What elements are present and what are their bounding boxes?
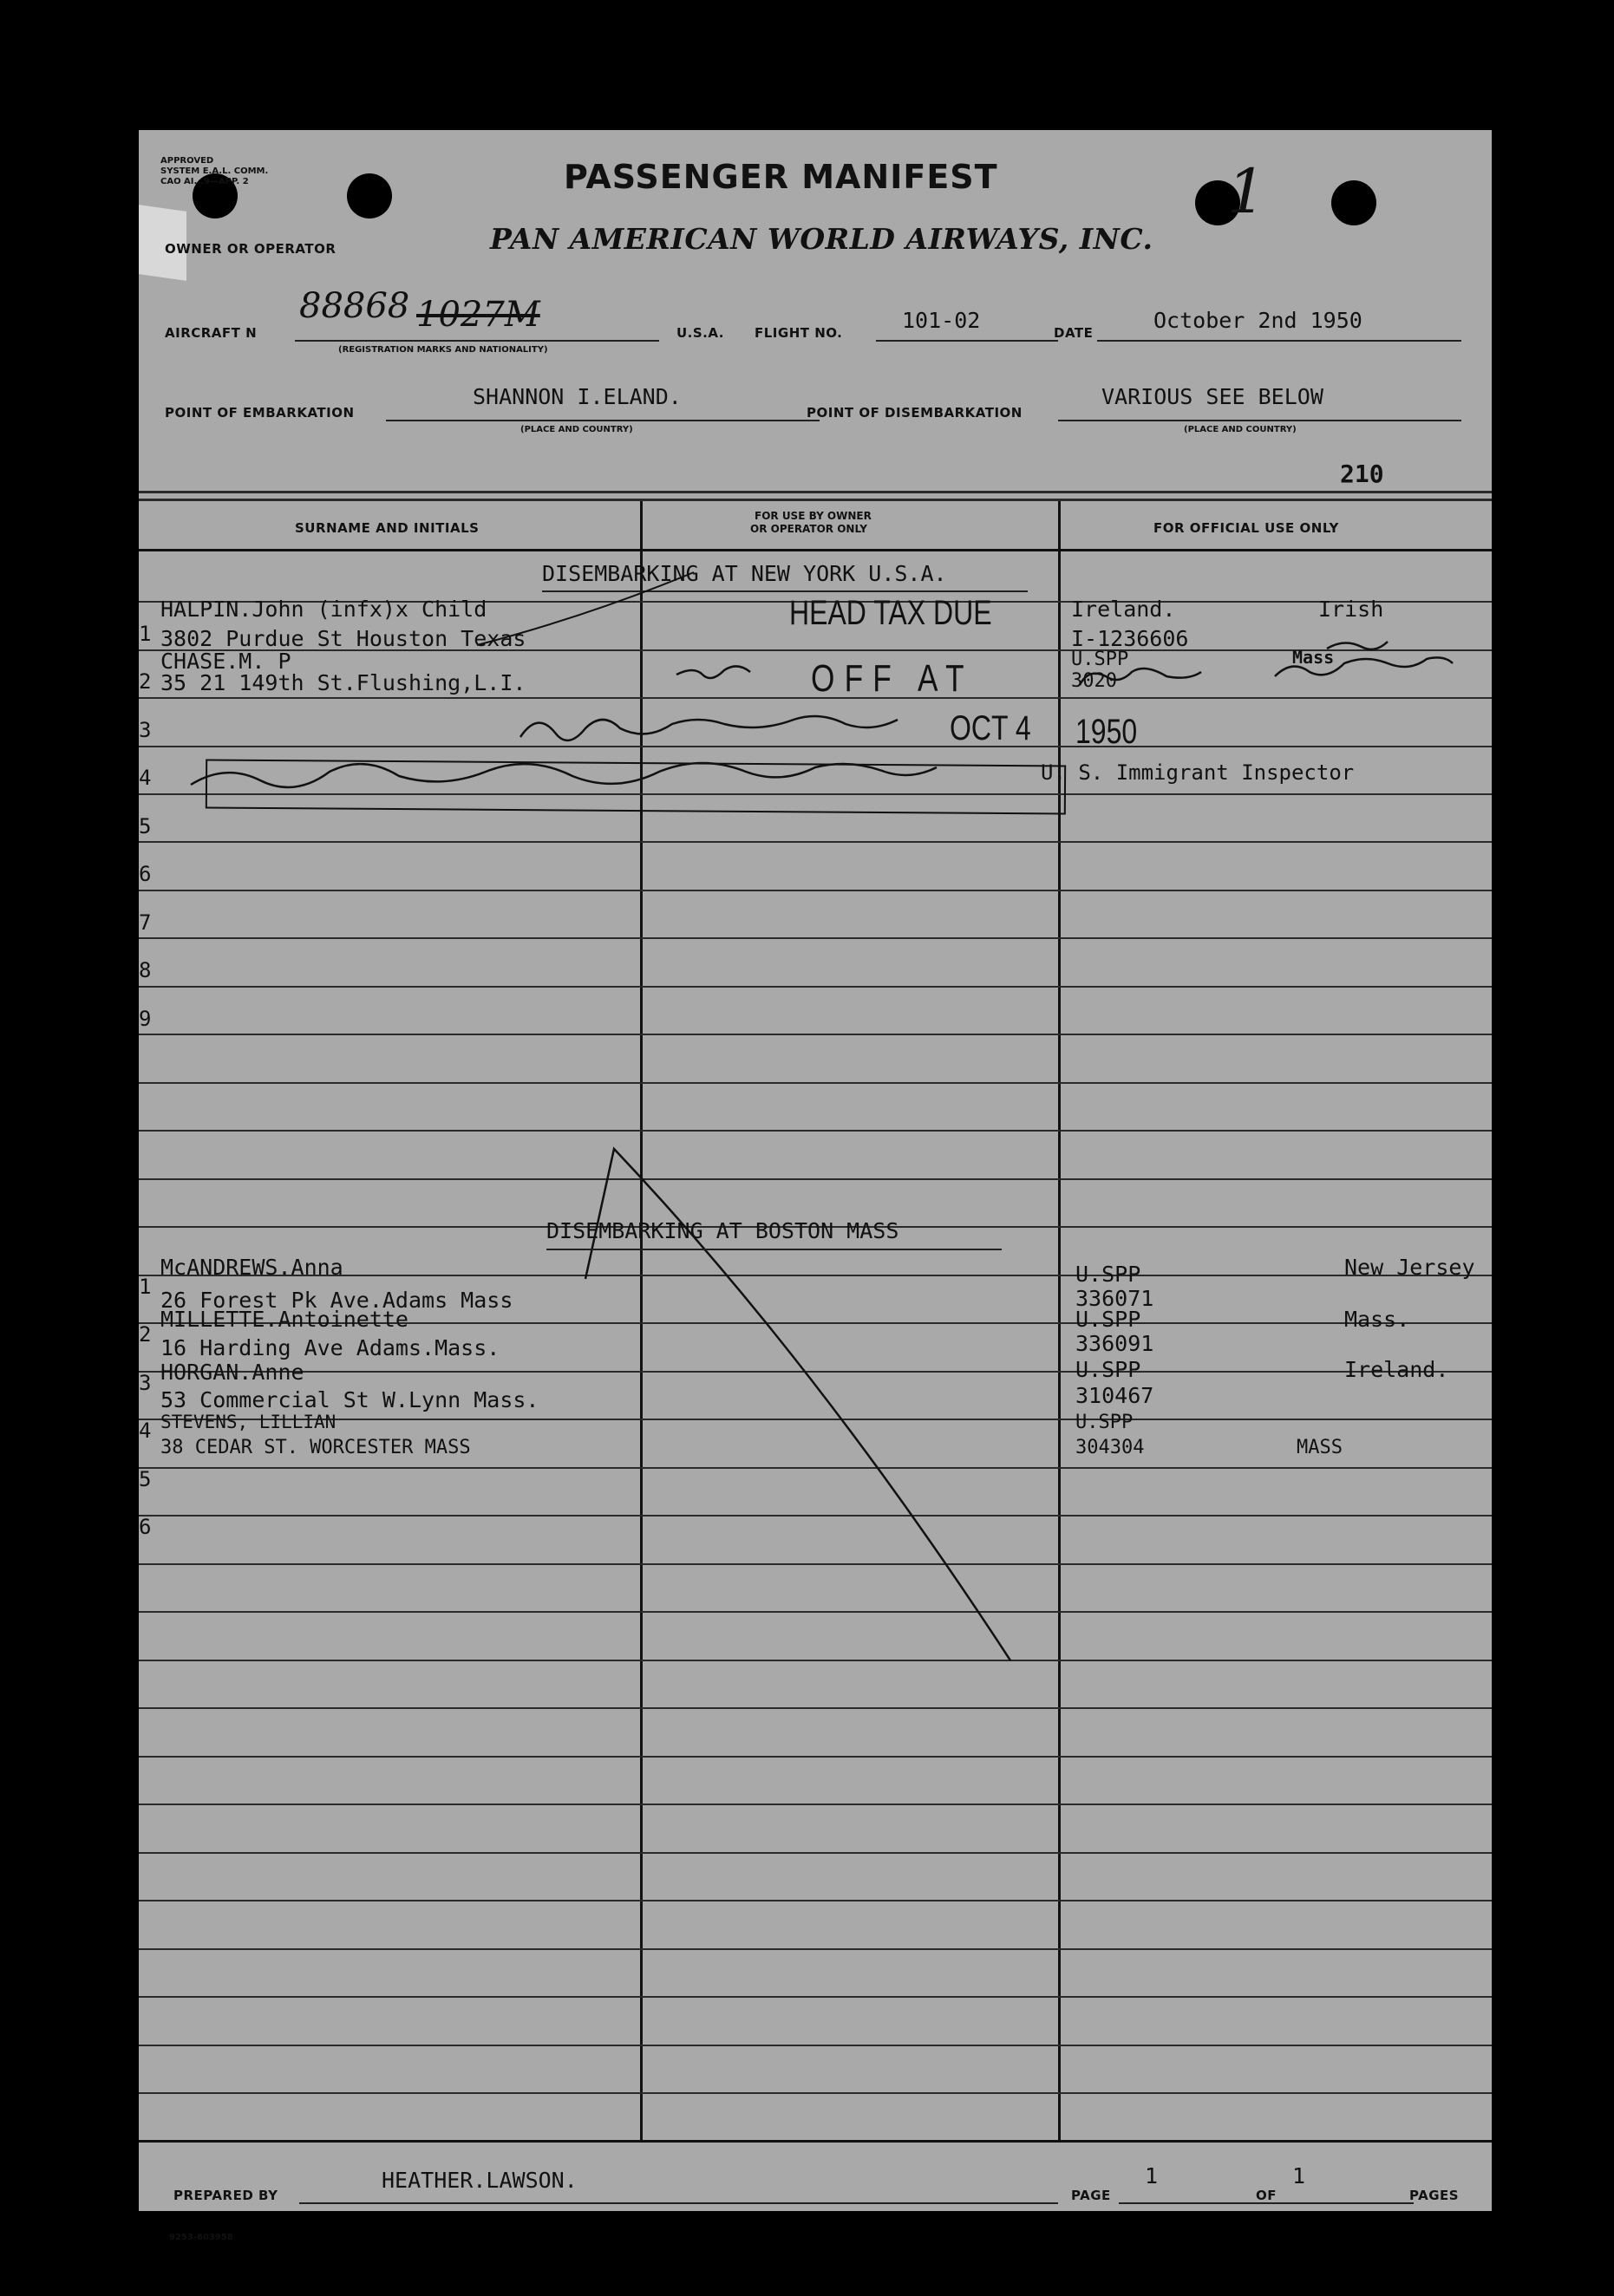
stamp-date: OCT 4	[950, 709, 1031, 747]
line-number: 5	[139, 814, 152, 838]
official-entry-1: U.SPP	[1071, 649, 1129, 670]
boston-heading-underline	[546, 1249, 1002, 1250]
flight-value: 101-02	[902, 308, 981, 333]
nationality: Irish	[1318, 597, 1384, 622]
line-number: 2	[139, 1322, 152, 1347]
residence-state: MASS	[1297, 1437, 1343, 1458]
passenger-address: 53 Commercial St W.Lynn Mass.	[160, 1387, 539, 1412]
passenger-name: CHASE.M. P	[160, 649, 291, 674]
head-tax-stamp: HEAD TAX DUE	[789, 594, 992, 632]
off-at-stamp: OFF AT	[811, 657, 974, 700]
embark-place-caption: (PLACE AND COUNTRY)	[520, 425, 633, 434]
immigrant-inspector-stamp: U. S. Immigrant Inspector	[1041, 760, 1355, 785]
passenger-name: McANDREWS.Anna	[160, 1255, 343, 1280]
line-number: 3	[139, 1371, 152, 1395]
official-entry-1: U.SPP	[1075, 1357, 1141, 1382]
line-number: 4	[139, 766, 152, 790]
residence-state: New Jersey	[1344, 1255, 1475, 1280]
col-header-surname: SURNAME AND INITIALS	[295, 520, 480, 536]
line-number: 5	[139, 1467, 152, 1491]
passenger-address: 26 Forest Pk Ave.Adams Mass	[160, 1288, 513, 1313]
pen-scribble	[191, 763, 937, 787]
footer-code: 9253-603958	[169, 2233, 233, 2242]
line-number: 8	[139, 958, 152, 982]
new-york-heading: DISEMBARKING AT NEW YORK U.S.A.	[542, 561, 947, 586]
line-number: 6	[139, 862, 152, 886]
of-value: 1	[1292, 2163, 1306, 2188]
aircraft-label: AIRCRAFT N	[165, 325, 258, 341]
official-entry-2: 310467	[1075, 1383, 1154, 1408]
line-number: 6	[139, 1515, 152, 1539]
line-number: 2	[139, 669, 152, 694]
col-header-official: FOR OFFICIAL USE ONLY	[1153, 520, 1339, 536]
pen-scribble	[676, 666, 750, 678]
pen-line	[477, 572, 694, 645]
official-entry-1: U.SPP	[1075, 1262, 1141, 1287]
residence-state: Ireland.	[1344, 1357, 1449, 1382]
passenger-address: 16 Harding Ave Adams.Mass.	[160, 1335, 500, 1360]
of-label: OF	[1256, 2188, 1277, 2203]
of-underline	[1279, 2202, 1414, 2204]
disembark-place-caption: (PLACE AND COUNTRY)	[1184, 425, 1297, 434]
passenger-address: 35 21 149th St.Flushing,L.I.	[160, 670, 526, 695]
stamp-year: 1950	[1075, 713, 1138, 751]
passenger-name: MILLETTE.Antoinette	[160, 1307, 408, 1332]
embark-label: POINT OF EMBARKATION	[165, 405, 355, 421]
approval-line-1: APPROVED	[160, 156, 214, 166]
boston-heading: DISEMBARKING AT BOSTON MASS	[546, 1218, 899, 1243]
pen-scribble	[1080, 669, 1201, 685]
handwriting-marks	[139, 130, 1492, 2211]
pen-scribble	[520, 716, 898, 740]
nationality: Mass	[1292, 647, 1335, 668]
date-value: October 2nd 1950	[1153, 308, 1362, 333]
manifest-number: 210	[1340, 460, 1384, 488]
line-number: 3	[139, 718, 152, 742]
embark-value: SHANNON I.ELAND.	[473, 384, 682, 409]
line-number: 7	[139, 910, 152, 935]
passenger-name: HALPIN.John (infx)x Child	[160, 597, 487, 622]
col-header-owner-2: OR OPERATOR ONLY	[750, 523, 867, 535]
corner-note: 1	[1227, 156, 1266, 227]
passenger-name: HORGAN.Anne	[160, 1360, 304, 1385]
line-number: 9	[139, 1007, 152, 1031]
line-number: 4	[139, 1419, 152, 1443]
prepared-label: PREPARED BY	[173, 2188, 278, 2203]
registration-caption: (REGISTRATION MARKS AND NATIONALITY)	[338, 345, 548, 355]
approval-line-2: SYSTEM E.A.L. COMM.	[160, 166, 269, 176]
official-entry-2: 336091	[1075, 1331, 1154, 1356]
official-entry-2: 336071	[1075, 1286, 1154, 1311]
official-entry-2: I-1236606	[1071, 626, 1189, 651]
usa-label: U.S.A.	[676, 325, 724, 341]
page-label: PAGE	[1071, 2188, 1111, 2203]
page-value: 1	[1145, 2163, 1159, 2188]
aircraft-struck-value: 1027M	[416, 295, 540, 335]
owner-label: OWNER OR OPERATOR	[165, 241, 337, 257]
pen-scribble	[1275, 657, 1453, 676]
pages-label: PAGES	[1409, 2188, 1460, 2203]
passenger-address: 3802 Purdue St Houston Texas	[160, 626, 526, 651]
official-entry-1: U.SPP	[1075, 1412, 1134, 1433]
prepared-by-value: HEATHER.LAWSON.	[382, 2168, 578, 2193]
official-entry-2: 304304	[1075, 1437, 1145, 1458]
official-entry-1: U.SPP	[1075, 1307, 1141, 1332]
form-title: PASSENGER MANIFEST	[564, 158, 998, 196]
aircraft-value: 88868	[299, 286, 410, 326]
approval-line-3: CAO AI...9—APP. 2	[160, 177, 249, 186]
passenger-name: STEVENS, LILLIAN	[160, 1412, 337, 1432]
official-entry-2: 3020	[1071, 670, 1117, 692]
prepared-underline	[299, 2202, 1058, 2204]
passenger-address: 38 CEDAR ST. WORCESTER MASS	[160, 1437, 471, 1458]
operator-name: PAN AMERICAN WORLD AIRWAYS, INC.	[490, 222, 1153, 256]
manifest-sheet	[139, 130, 1492, 2242]
col-header-owner-1: FOR USE BY OWNER	[755, 510, 872, 522]
residence-state: Mass.	[1344, 1307, 1410, 1332]
official-entry-1: Ireland.	[1071, 597, 1176, 622]
disembark-value: VARIOUS SEE BELOW	[1101, 384, 1323, 409]
date-label: DATE	[1054, 325, 1094, 341]
disembark-label: POINT OF DISEMBARKATION	[807, 405, 1023, 421]
pen-scribble	[1327, 642, 1388, 649]
line-number: 1	[139, 1275, 152, 1299]
line-number: 1	[139, 622, 152, 646]
flight-label: FLIGHT NO.	[755, 325, 843, 341]
